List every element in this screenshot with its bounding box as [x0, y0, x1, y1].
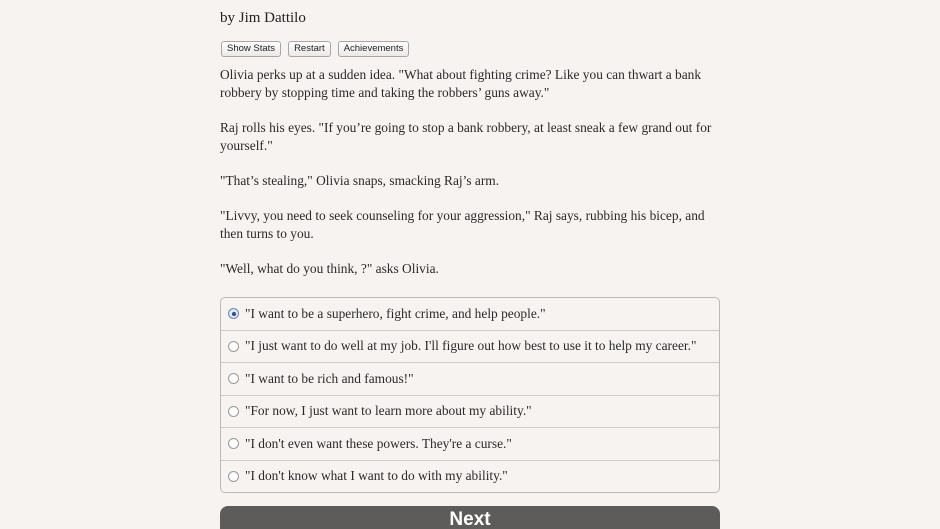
restart-button[interactable]: Restart [288, 41, 331, 57]
story-paragraph: "Livvy, you need to seek counseling for your aggression," Raj says, rubbing his bicep, and then turns to you. [220, 208, 705, 241]
radio-unselected-icon[interactable] [228, 471, 239, 482]
choice-label: "I want to be a superhero, fight crime, and help people." [245, 305, 546, 321]
show-stats-button[interactable]: Show Stats [221, 41, 281, 57]
choice-option[interactable] [221, 460, 719, 493]
choice-label: "I don't even want these powers. They're a curse." [245, 435, 512, 451]
story-paragraph: "That’s stealing," Olivia snaps, smacking Raj’s arm. [220, 173, 500, 188]
choice-option[interactable] [221, 427, 719, 460]
story-paragraph: Raj rolls his eyes. "If you’re going to stop a bank robbery, at least sneak a few grand out for yourself." [220, 120, 712, 153]
radio-unselected-icon[interactable] [228, 373, 239, 384]
choice-option[interactable] [221, 395, 719, 428]
choice-option[interactable] [221, 298, 719, 330]
story-paragraph: Olivia perks up at a sudden idea. "What about fighting crime? Like you can thwart a bank robbery by stopping time and taking the robbers’ guns away." [220, 67, 702, 100]
achievements-button[interactable]: Achievements [338, 41, 410, 57]
choice-option[interactable] [221, 330, 719, 363]
radio-unselected-icon[interactable] [228, 438, 239, 449]
radio-selected-icon[interactable] [228, 308, 239, 319]
choice-label: "For now, I just want to learn more about my ability." [245, 403, 532, 419]
next-button[interactable]: Next [220, 506, 720, 529]
choice-option[interactable] [221, 362, 719, 395]
radio-unselected-icon[interactable] [228, 406, 239, 417]
story-paragraph: "Well, what do you think, ?" asks Olivia. [220, 261, 439, 276]
choice-label: "I want to be rich and famous!" [245, 370, 414, 386]
toolbar [221, 41, 409, 57]
choice-label: "I just want to do well at my job. I'll figure out how best to use it to help my career." [245, 338, 697, 354]
choice-label: "I don't know what I want to do with my ability." [245, 468, 508, 484]
radio-unselected-icon[interactable] [228, 341, 239, 352]
choice-list [220, 297, 720, 493]
story-text [220, 66, 720, 295]
author-byline: by Jim Dattilo [220, 10, 306, 26]
